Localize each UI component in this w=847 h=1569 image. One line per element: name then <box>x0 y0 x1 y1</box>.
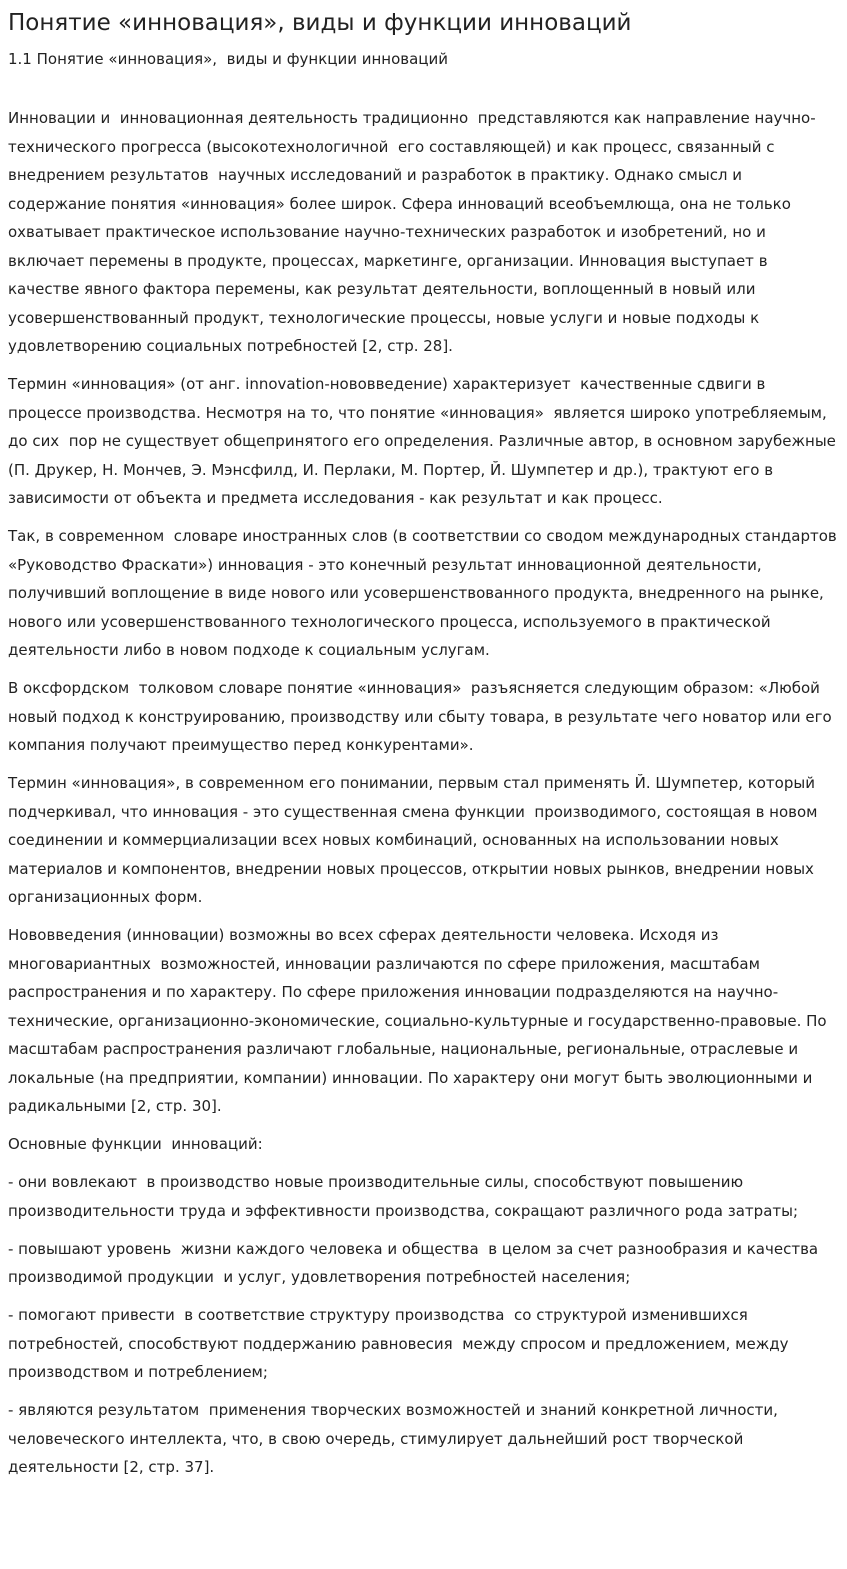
section-heading: 1.1 Понятие «инновация», виды и функции инноваций <box>8 50 449 68</box>
paragraph-1: Инновации и инновационная деятельность традиционно представляются как направление научно-технического прогресса (высокотехнологичной его составляющей) и как процесс, связанный с внедрением результатов научных исследований и разработок в практику. Однако смысл и содержание понятия «инновация» более широк. Сфера инноваций всеобъемлюща, она не только охватывает практическое использование научно-технических разработок и изобретений, но и включает перемены в продукте, процессах, маркетинге, организации. Инновация выступает в качестве явного фактора перемены, как результат деятельности, воплощенный в новый или усовершенствованный продукт, технологические процессы, новые услуги и новые подходы к удовлетворению социальных потребностей [2, стр. 28]. <box>8 109 816 355</box>
paragraph-6: Нововведения (инновации) возможны во всех сферах деятельности человека. Исходя из многовариантных возможностей, инновации различаются по сфере приложения, масштабам распространения и по характеру. По сфере приложения инновации подразделяются на научно-технические, организационно-экономические, социально-культурные и государственно-правовые. По масштабам распространения различают глобальные, национальные, региональные, отраслевые и локальные (на предприятии, компании) инновации. По характеру они могут быть эволюционными и радикальными [2, стр. 30]. <box>8 926 832 1115</box>
paragraph-4: В оксфордском толковом словаре понятие «инновация» разъясняется следующим образом: «Любой новый подход к конструированию, производству или сбыту товара, в результате чего новатор или его компания получают преимущество перед конкурентами». <box>8 679 837 754</box>
page-title: Понятие «инновация», виды и функции инноваций <box>8 10 632 36</box>
paragraph-3: Так, в современном словаре иностранных слов (в соответствии со сводом международных стандартов «Руководство Фраскати») инновация - это конечный результат инновационной деятельности, получивший воплощение в виде нового или усовершенствованного продукта, внедренного на рынке, нового или усовершенствованного технологического процесса, используемого в практической деятельности либо в новом подходе к социальным услугам. <box>8 527 842 659</box>
function-item-1: - они вовлекают в производство новые производительные силы, способствуют повышению производительности труда и эффективности производства, сокращают различного рода затраты; <box>8 1173 799 1220</box>
paragraph-2: Термин «инновация» (от анг. innovation-нововведение) характеризует качественные сдвиги в процессе производства. Несмотря на то, что понятие «инновация» является широко употребляемым, до сих пор не существует общепринятого его определения. Различные автор, в основном зарубежные (П. Друкер, Н. Мончев, Э. Мэнсфилд, И. Перлаки, М. Портер, Й. Шумпетер и др.), трактуют его в зависимости от объекта и предмета исследования - как результат и как процесс. <box>8 375 841 507</box>
function-item-3: - помогают привести в соответствие структуру производства со структурой изменившихся потребностей, способствуют поддержанию равновесия между спросом и предложением, между производством и потреблением; <box>8 1306 794 1381</box>
functions-heading: Основные функции инноваций: <box>8 1135 263 1153</box>
paragraph-5: Термин «инновация», в современном его понимании, первым стал применять Й. Шумпетер, который подчеркивал, что инновация - это существенная смена функции производимого, состоящая в новом соединении и коммерциализации всех новых комбинаций, основанных на использовании новых материалов и компонентов, внедрении новых процессов, открытии новых рынков, внедрении новых организационных форм. <box>8 774 828 906</box>
function-item-2: - повышают уровень жизни каждого человека и общества в целом за счет разнообразия и качества производимой продукции и услуг, удовлетворения потребностей населения; <box>8 1239 823 1286</box>
function-item-4: - являются результатом применения творческих возможностей и знаний конкретной личности, человеческого интеллекта, что, в свою очередь, стимулирует дальнейший рост творческой деятельности [2, стр. 37]. <box>8 1401 783 1476</box>
